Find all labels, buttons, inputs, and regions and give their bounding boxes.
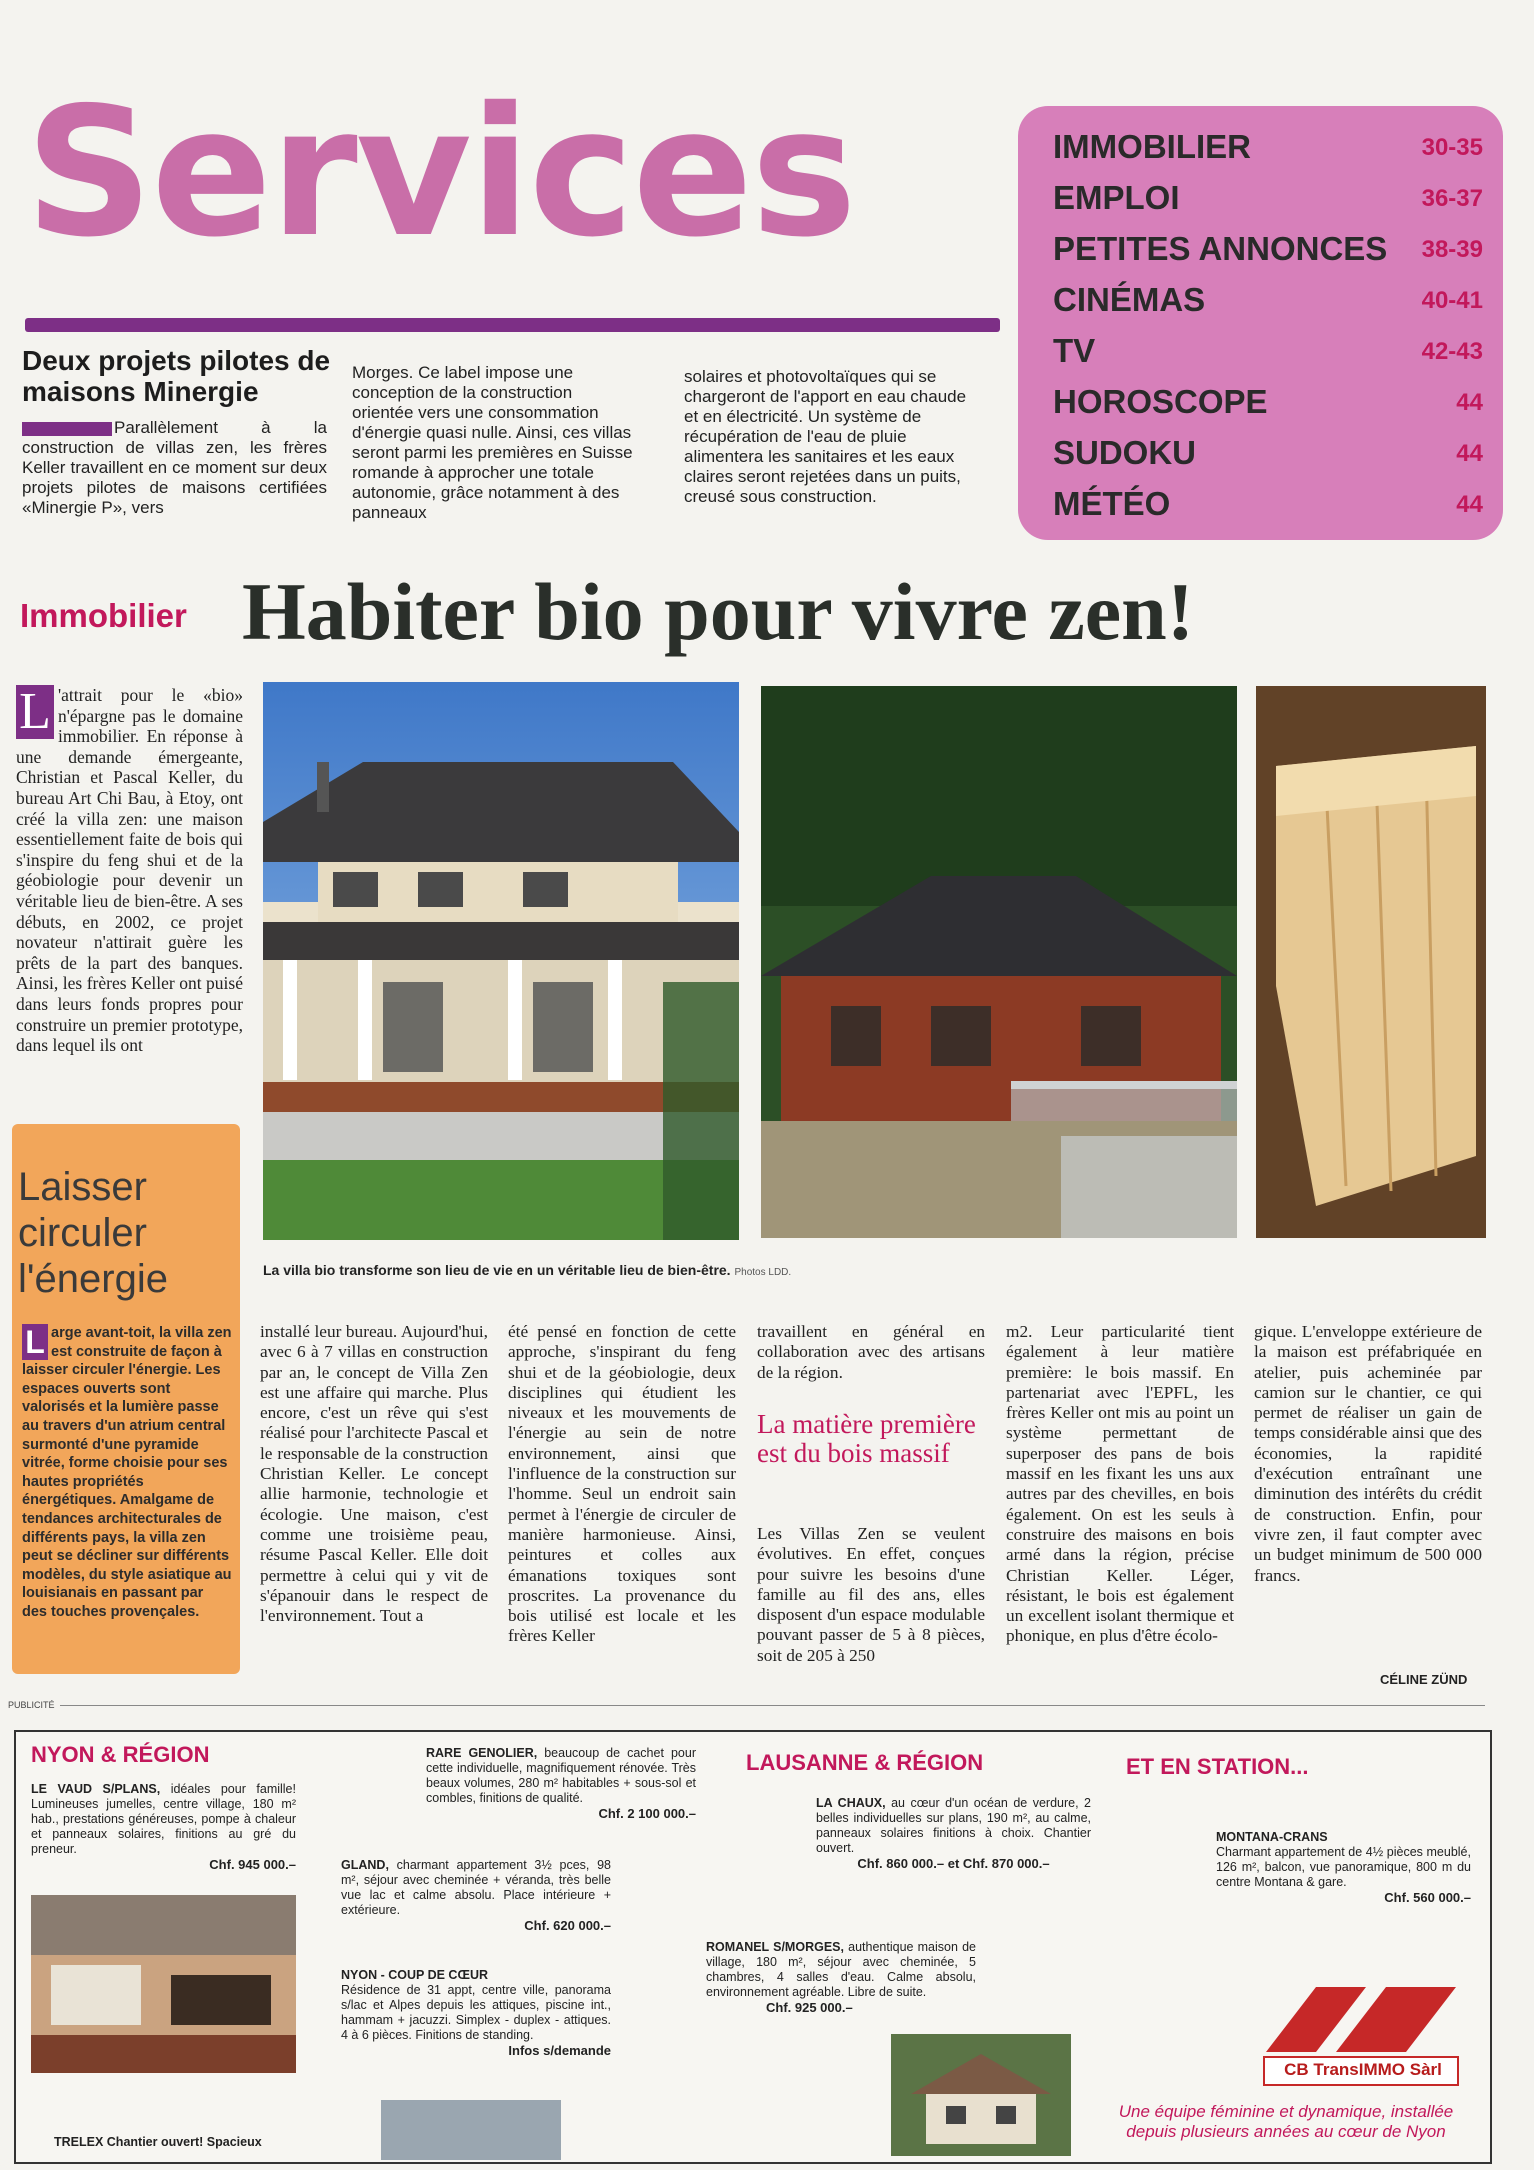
article-col-3: été pensé en fonction de cette approche, s'inspirant du feng shui et de la géobiologie, deux disciplines qui étudient les niveaux et les mouvements de l'énergie au sein de notre environnement, ainsi que l'influence de la construction sur l'homme. Seul un endroit sain permet à l'énergie de circuler de manière harmonieuse. Ainsi, peintures et colles aux émanations toxiques sont proscrites. La provenance du bois utilisé est locale et les frères Keller (508, 1322, 736, 1646)
logo-text: CB TransIMMO Sàrl (1284, 2060, 1442, 2079)
dropcap: L (16, 685, 54, 739)
toc-item[interactable]: IMMOBILIER 30-35 (1053, 128, 1483, 165)
brief-col-1: Parallèlement à la construction de villas zen, les frères Keller travaillent en ce moment sur deux projets pilotes de maisons certifiées «Minergie P», vers (22, 418, 327, 517)
ad-slogan: Une équipe féminine et dynamique, installée depuis plusieurs années au cœur de Nyon (1118, 2102, 1454, 2141)
listing-trelex[interactable]: TRELEX Chantier ouvert! Spacieux (54, 2135, 262, 2149)
toc-item[interactable]: MÉTÉO 44 (1053, 485, 1483, 522)
brief-col-3: solaires et photovoltaïques qui se chargeront de l'apport en eau chaude et en électricité. Un système de récupération de l'eau de pluie alimentera les sanitaires et les eaux claires seront rejetées dans un puits, creusé sous construction. (684, 367, 967, 506)
ad-label: PUBLICITÉ (8, 1700, 55, 1710)
ad-box (14, 1730, 1492, 2164)
toc-box (1018, 106, 1503, 540)
article-col-2: installé leur bureau. Aujourd'hui, avec 6 à 7 villas en construction par an, le concept de Villa Zen est une affaire qui marche. Plus encore, c'est un rêve qui s'est réalisé pour l'architecte Pascal et le responsable de la construction Christian Keller. Le concept allie harmonie, technologie et écologie. Une maison, c'est comme une troisième peau, résume Pascal Keller. Elle doit permettre à celui qui y vit de s'épanouir dans le respect de l'environnement. Tout a (260, 1322, 488, 1626)
article-col-4-top: travaillent en général en collaboration avec des artisans de la région. (757, 1322, 985, 1382)
brief-headline: Deux projets pilotes de maisons Minergie (22, 345, 331, 407)
sidebar-text: L arge avant-toit, la villa zen est construite de façon à laisser circuler l'énergie. Les espaces ouverts sont valorisés et la lumière passe au travers d'un atrium central surmonté d'une pyramide vitrée, forme choisie pour ses hautes propriétés énergétiques. Amalgame de tendances architecturales de différents pays, la villa zen peut se décliner sur différents modèles, du style asiatique au louisianais en passant par des touches provençales. (22, 1324, 232, 1620)
article-subhead: La matière première est du bois massif (757, 1409, 976, 1468)
listing-vaud[interactable]: LE VAUD S/PLANS, idéales pour famille! Lumineuses jumelles, centre village, 180 m² hab., prestations généreuses, pompe à chaleur et panneaux solaires, finitions au gré du preneur. Chf. 945 000.– (31, 1782, 296, 1872)
brief-col-2: Morges. Ce label impose une conception de la construction orientée vers une consommation d'énergie quasi nulle. Ainsi, ces villas seront parmi les premières en Suisse romande à approcher une totale autonomie, grâce notamment à des panneaux (352, 363, 633, 522)
listing-montana[interactable]: MONTANA-CRANS Charmant appartement de 4½ pièces meublé, 126 m², balcon, vue panoramique, 800 m du centre Montana & gare. Chf. 560 000.– (1216, 1830, 1471, 1905)
article-headline: Habiter bio pour vivre zen! (242, 566, 1195, 657)
photo-interior (31, 1895, 296, 2073)
sidebar-dropcap: L (22, 1324, 48, 1360)
toc-item[interactable]: HOROSCOPE 44 (1053, 383, 1483, 420)
toc-item[interactable]: EMPLOI 36-37 (1053, 179, 1483, 216)
section-title: Services (25, 69, 855, 276)
listing-gland[interactable]: GLAND, charmant appartement 3½ pces, 98 m², séjour avec cheminée + véranda, très belle vue lac et calme absolu. Place intérieure + extérieure. Chf. 620 000.– (341, 1858, 611, 1933)
photo-credit: Photos LDD. (734, 1267, 792, 1278)
photo-villa-two-storey (263, 682, 739, 1240)
ad-station-head: ET EN STATION... (1126, 1754, 1309, 1779)
article-col-5: m2. Leur particularité tient également à leur matière première: le bois massif. En partenariat avec l'EPFL, les frères Keller ont mis au point un système permettant de superposer des pans de bois massif en les fixant les uns aux autres par des chevilles, en bois également. On est les seuls à construire des maisons en bois armé dans la région, précise Christian Keller. Léger, résistant, le bois est également un excellent isolant thermique et phonique, en plus d'être écolo- (1006, 1322, 1234, 1646)
title-rule (25, 318, 1000, 332)
toc-item[interactable]: CINÉMAS 40-41 (1053, 281, 1483, 318)
listing-romanel[interactable]: ROMANEL S/MORGES, authentique maison de village, 180 m², séjour avec cheminée, 5 chambres, 4 salles d'eau. Calme absolu, environnement agréable. Libre de suite. Chf. 925 000.– (706, 1940, 976, 2015)
listing-genolier[interactable]: RARE GENOLIER, beaucoup de cachet pour cette individuelle, magnifiquement rénovée. Très beaux volumes, 280 m² habitables + sous-sol et combles, finitions de qualité. Chf. 2 100 000.– (426, 1746, 696, 1821)
transimmo-logo[interactable] (1256, 1977, 1466, 2087)
photo-caption: La villa bio transforme son lieu de vie en un véritable lieu de bien-être. Photos LDD. (263, 1262, 792, 1278)
article-col-6: gique. L'enveloppe extérieure de la maison est préfabriquée en atelier, puis acheminée par camion sur le chantier, ce qui permet de réaliser un gain de temps considérable ainsi que des économies, la rapidité d'exécution entraînant une diminution des intérêts du crédit de construction. Enfin, pour vivre zen, il faut compter avec un budget minimum de 500 000 francs. (1254, 1322, 1482, 1585)
photo-villa-bungalow (761, 686, 1237, 1238)
article-col-4-bottom: Les Villas Zen se veulent évolutives. En effet, conçues pour suivre les besoins d'une famille au fil des ans, elles disposent d'un espace modulable pouvant passer de 5 à 8 pièces, soit de 205 à 250 (757, 1524, 985, 1665)
listing-nyon[interactable]: NYON - COUP DE CŒUR Résidence de 31 appt, centre ville, panorama s/lac et Alpes depuis les attiques, piscine int., hammam + jacuzzi. Simplex - duplex - attiques. 4 à 6 pièces. Finitions de standing. Infos s/demande (341, 1968, 611, 2058)
toc-item[interactable]: TV 42-43 (1053, 332, 1483, 369)
listing-chaux[interactable]: LA CHAUX, au cœur d'un océan de verdure, 2 belles individuelles sur plans, 190 m², au calme, panneaux solaires finitions à choix. Chantier ouvert. Chf. 860 000.– et Chf. 870 000.– (816, 1796, 1091, 1871)
article-kicker: Immobilier (20, 597, 187, 634)
photo-residence (381, 2100, 561, 2160)
article-lead (16, 685, 243, 1056)
sidebar-box (12, 1124, 240, 1674)
ad-nyon-head: NYON & RÉGION (31, 1742, 210, 1767)
ad-rule (60, 1705, 1485, 1706)
lead-text: 'attrait pour le «bio» n'épargne pas le domaine immobilier. En réponse à une demande émergeante, Christian et Pascal Keller, du bureau Art Chi Bau, à Etoy, ont créé la villa zen: une maison essentiellement faite de bois qui s'inspire du feng shui et de la géobiologie pour devenir un véritable lieu de bien-être. A ses débuts, en 2002, ce projet novateur n'attirait guère les prêts de la part des banques. Ainsi, les frères Keller ont puisé dans leurs fonds propres pour construire un premier prototype, dans lequel ils ont (16, 685, 243, 1056)
ad-lausanne-head: LAUSANNE & RÉGION (746, 1750, 984, 1775)
article-author: CÉLINE ZÜND (1380, 1672, 1468, 1687)
sidebar-title: Laisser circuler l'énergie (18, 1165, 168, 1301)
photo-timber-detail (1256, 686, 1486, 1238)
photo-village-house (891, 2034, 1071, 2156)
toc-item[interactable]: SUDOKU 44 (1053, 434, 1483, 471)
toc-item[interactable]: PETITES ANNONCES 38-39 (1053, 230, 1483, 267)
